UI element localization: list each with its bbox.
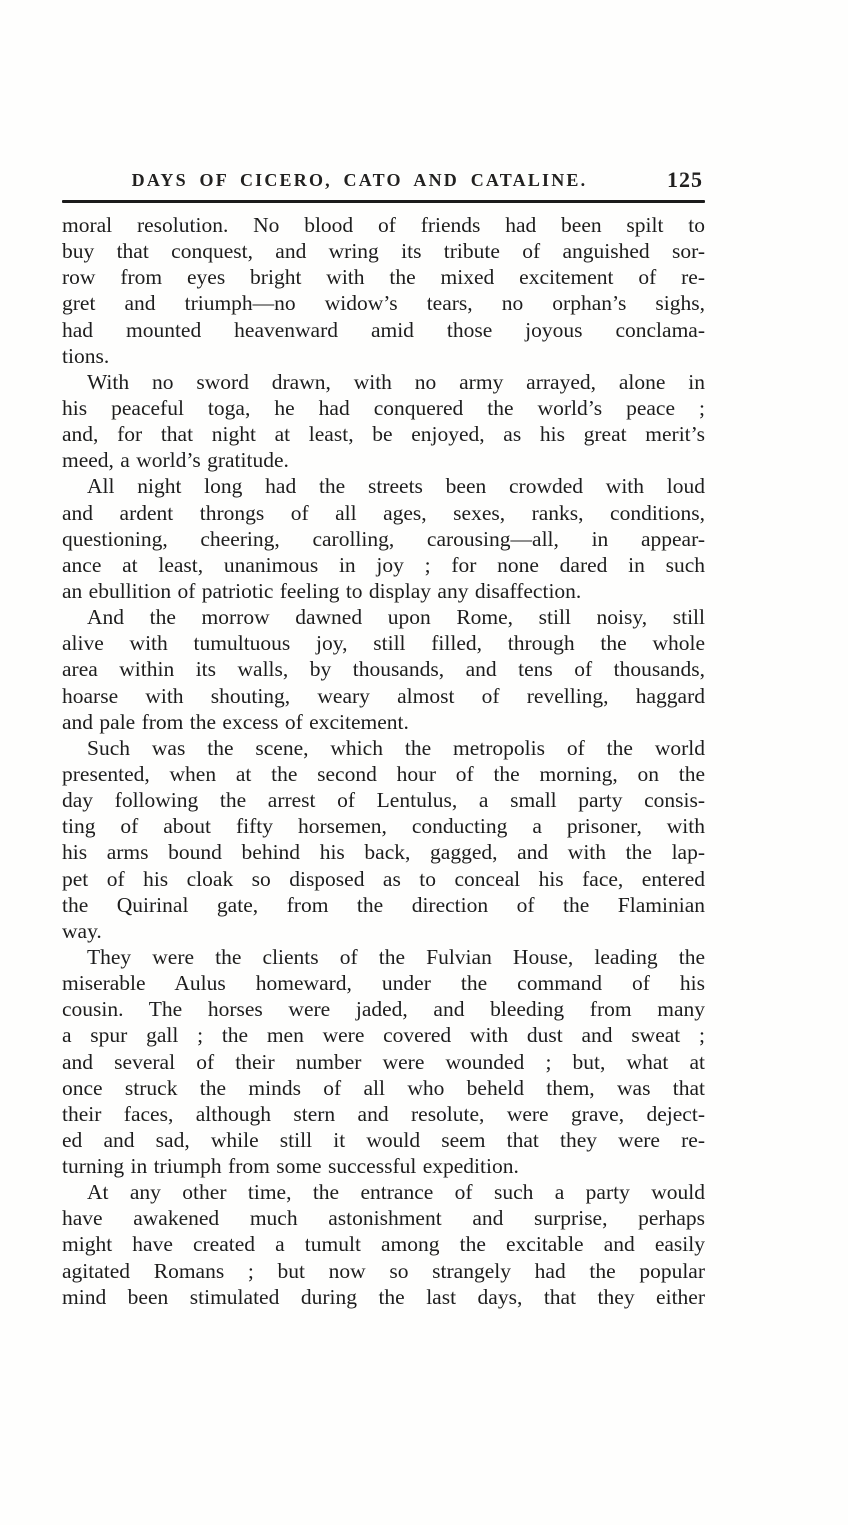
text-line: and ardent throngs of all ages, sexes, ranks, conditions, (62, 500, 705, 525)
text-line: With no sword drawn, with no army arrayed, alone in (87, 369, 705, 394)
text-line: their faces, although stern and resolute, were grave, deject- (62, 1101, 705, 1126)
text-line: At any other time, the entrance of such a party would (87, 1180, 705, 1205)
text-line: questioning, cheering, carolling, carousing—all, in appear- (62, 526, 705, 551)
text-line: way. (62, 918, 102, 943)
text-line: hoarse with shouting, weary almost of revelling, haggard (62, 683, 705, 708)
text-line: gret and triumph—no widow’s tears, no orphan’s sighs, (62, 291, 705, 316)
text-line: day following the arrest of Lentulus, a small party consis- (62, 788, 705, 813)
running-title: DAYS OF CICERO, CATO AND CATALINE. (131, 170, 588, 190)
text-line: presented, when at the second hour of the morning, on the (62, 761, 705, 786)
header-rule (62, 200, 705, 203)
text-line: had mounted heavenward amid those joyous conclama- (62, 317, 705, 342)
text-line: mind been stimulated during the last days, that they either (62, 1284, 705, 1309)
text-line: buy that conquest, and wring its tribute of anguished sor- (62, 239, 705, 264)
text-line: area within its walls, by thousands, and tens of thousands, (62, 657, 705, 682)
text-line: All night long had the streets been crowded with loud (87, 474, 705, 499)
text-line: might have created a tumult among the excitable and easily (62, 1232, 705, 1257)
page-number: 125 (667, 167, 703, 192)
text-line: They were the clients of the Fulvian House, leading the (87, 944, 705, 969)
text-line: alive with tumultuous joy, still filled, through the whole (62, 631, 705, 656)
text-line: and several of their number were wounded ; but, what at (62, 1049, 705, 1074)
body-text (62, 212, 705, 1310)
text-line: ance at least, unanimous in joy ; for none dared in such (62, 552, 705, 577)
text-line: have awakened much astonishment and surprise, perhaps (62, 1206, 705, 1231)
text-line: cousin. The horses were jaded, and bleeding from many (62, 997, 705, 1022)
text-line: his arms bound behind his back, gagged, and with the lap- (62, 840, 705, 865)
text-line: and, for that night at least, be enjoyed, as his great merit’s (62, 422, 705, 447)
text-line: a spur gall ; the men were covered with dust and sweat ; (62, 1023, 705, 1048)
text-line: tions. (62, 343, 110, 368)
text-line: the Quirinal gate, from the direction of the Flaminian (62, 892, 705, 917)
text-line: meed, a world’s gratitude. (62, 448, 289, 473)
text-line: miserable Aulus homeward, under the command of his (62, 971, 705, 996)
text-line: And the morrow dawned upon Rome, still noisy, still (87, 605, 705, 630)
text-line: ting of about fifty horsemen, conducting a prisoner, with (62, 814, 705, 839)
text-line: moral resolution. No blood of friends had been spilt to (62, 213, 705, 237)
text-line: agitated Romans ; but now so strangely had the popular (62, 1258, 705, 1283)
text-line: pet of his cloak so disposed as to conceal his face, entered (62, 866, 705, 891)
page-header (62, 167, 705, 197)
text-line: turning in triumph from some successful expedition. (62, 1154, 519, 1179)
text-line: and pale from the excess of excitement. (62, 709, 409, 734)
text-line: Such was the scene, which the metropolis of the world (87, 735, 705, 760)
text-line: an ebullition of patriotic feeling to display any disaffection. (62, 578, 582, 603)
text-line: his peaceful toga, he had conquered the world’s peace ; (62, 395, 705, 420)
text-line: row from eyes bright with the mixed excitement of re- (62, 265, 705, 290)
text-line: once struck the minds of all who beheld them, was that (62, 1075, 705, 1100)
text-line: ed and sad, while still it would seem that they were re- (62, 1127, 705, 1152)
